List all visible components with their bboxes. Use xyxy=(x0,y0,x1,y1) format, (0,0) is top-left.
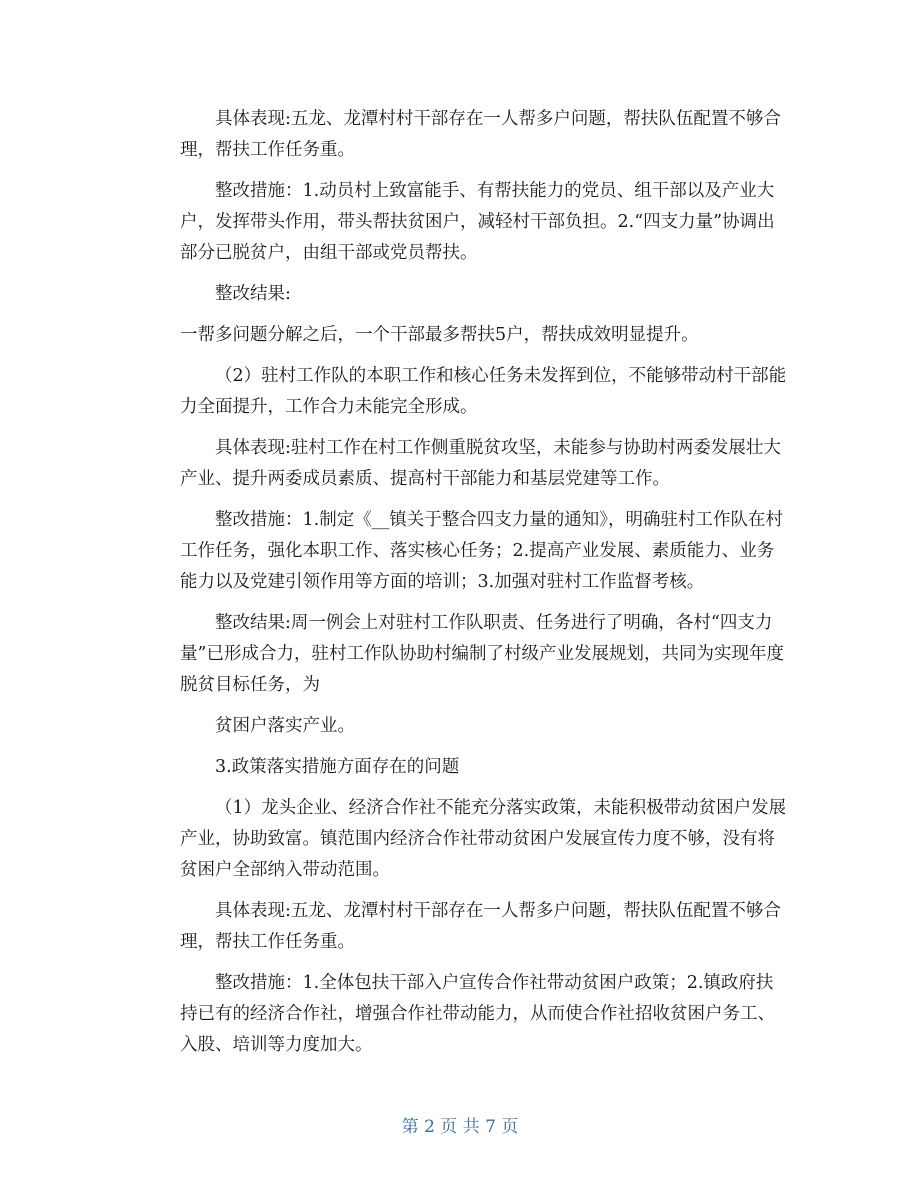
page-footer xyxy=(0,1112,920,1137)
paragraph-1: 具体表现:五龙、龙潭村村干部存在一人帮多户问题，帮扶队伍配置不够合理，帮扶工作任务重。 xyxy=(180,109,781,160)
paragraph-8: 整改结果:周一例会上对驻村工作队职责、任务进行了明确，各村“四支力量”已形成合力，驻村工作队协助村编制了村级产业发展规划，共同为实现年度脱贫目标任务，为 xyxy=(180,613,784,695)
paragraph-4: 一帮多问题分解之后，一个干部最多帮扶5户，帮扶成效明显提升。 xyxy=(180,325,699,345)
document-body xyxy=(180,104,788,1071)
paragraph-5: （2）驻村工作队的本职工作和核心任务未发挥到位，不能够带动村干部能力全面提升，工作合力未能完全形成。 xyxy=(180,366,787,417)
paragraph-3: 整改结果: xyxy=(215,284,291,304)
paragraph-12: 具体表现:五龙、龙潭村村干部存在一人帮多户问题，帮扶队伍配置不够合理，帮扶工作任务重。 xyxy=(180,901,781,952)
paragraph-10: 3.政策落实措施方面存在的问题 xyxy=(215,757,460,777)
paragraph-13: 整改措施：1.全体包扶干部入户宣传合作社带动贫困户政策；2.镇政府扶持已有的经济合作社，增强合作社带动能力，从而使合作社招收贫困户务工、入股、培训等力度加大。 xyxy=(180,973,775,1055)
paragraph-6: 具体表现:驻村工作在村工作侧重脱贫攻坚，未能参与协助村两委发展壮大产业、提升两委成员素质、提高村干部能力和基层党建等工作。 xyxy=(180,438,781,489)
paragraph-7: 整改措施：1.制定《__镇关于整合四支力量的通知》，明确驻村工作队在村工作任务，强化本职工作、落实核心任务；2.提高产业发展、素质能力、业务能力以及党建引领作用等方面的培训；3.加强对驻村工作监督考核。 xyxy=(180,510,783,592)
page-number-label: 第 2 页 共 7 页 xyxy=(401,1117,519,1137)
paragraph-2: 整改措施：1.动员村上致富能手、有帮扶能力的党员、组干部以及产业大户，发挥带头作用，带头帮扶贫困户，减轻村干部负担。2.“四支力量”协调出部分已脱贫户，由组干部或党员帮扶。 xyxy=(180,181,775,263)
paragraph-11: （1）龙头企业、经济合作社不能充分落实政策，未能积极带动贫困户发展产业，协助致富。镇范围内经济合作社带动贫困户发展宣传力度不够，没有将贫困户全部纳入带动范围。 xyxy=(180,798,787,880)
paragraph-9: 贫困户落实产业。 xyxy=(215,716,355,736)
